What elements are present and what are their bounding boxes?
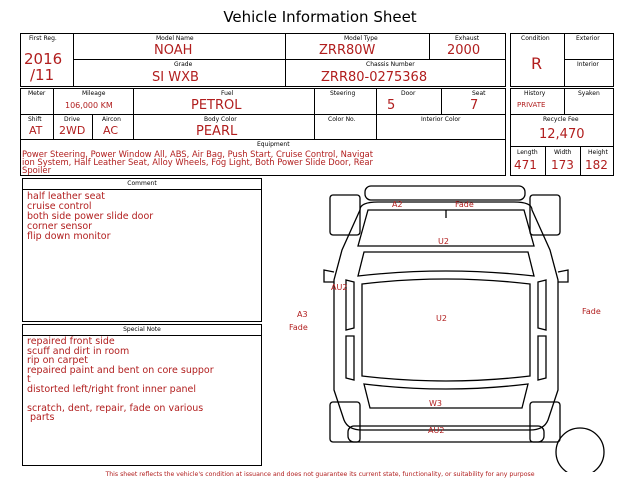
model-name-value: NOAH — [154, 43, 193, 58]
length-cell — [510, 146, 546, 176]
height-label: Height — [588, 149, 608, 156]
color-no-label: Color No. — [328, 116, 356, 123]
roof — [362, 279, 530, 381]
right-windows — [538, 280, 546, 380]
mark-au2-left: AU2 — [331, 283, 348, 292]
grade-label: Grade — [174, 61, 193, 68]
exterior-cell — [564, 33, 614, 60]
interior-color-label: Interior Color — [421, 116, 461, 123]
exterior-label: Exterior — [576, 35, 600, 42]
special-note-line: scratch, dent, repair, fade on various — [27, 402, 204, 414]
mileage-cell — [53, 88, 134, 115]
steering-label: Steering — [330, 90, 356, 97]
comment-line: cruise control — [27, 201, 92, 212]
special-note-line: parts — [27, 412, 55, 423]
comment-box — [22, 178, 262, 322]
mark-a2: A2 — [392, 200, 403, 209]
equipment-line-3: Spoiler — [22, 165, 52, 175]
history-label: History — [524, 90, 546, 97]
first-reg-label: First Reg. — [29, 35, 57, 42]
comment-line: flip down monitor — [27, 231, 111, 242]
seat-cell — [441, 88, 506, 115]
door-cell — [376, 88, 442, 115]
history-value: PRIVATE — [517, 101, 546, 109]
model-type-cell — [285, 33, 430, 60]
door-value: 5 — [387, 98, 396, 113]
special-note-line: repaired front side — [27, 336, 115, 347]
syaken-label: Syaken — [578, 90, 600, 97]
condition-sub — [510, 33, 565, 87]
width-cell — [545, 146, 581, 176]
fuel-value: PETROL — [191, 98, 242, 113]
aircon-cell — [92, 114, 134, 140]
equipment-line-2: ion System, Half Leather Seat, Alloy Wheels, Fog Light, Both Power Slide Door, Rear — [22, 157, 373, 167]
width-value: 173 — [551, 158, 574, 172]
comment-list — [27, 192, 153, 242]
wheel-rear-right — [530, 402, 560, 442]
car-diagram — [268, 180, 624, 472]
body-color-value: PEARL — [196, 124, 238, 139]
comment-header: Comment — [23, 180, 261, 190]
length-label: Length — [517, 149, 538, 156]
height-cell — [580, 146, 614, 176]
color-no-cell — [314, 114, 377, 140]
interior-color-cell — [376, 114, 506, 140]
history-cell — [510, 88, 565, 115]
mark-u2-mid: U2 — [436, 314, 447, 323]
drive-value: 2WD — [59, 124, 86, 137]
exhaust-label: Exhaust — [455, 35, 480, 42]
shift-value: AT — [29, 124, 43, 137]
model-type-label: Model Type — [344, 35, 378, 42]
meter-cell — [20, 88, 54, 115]
mirror-left — [324, 270, 334, 282]
mileage-value: 106,000 KM — [65, 101, 113, 110]
first-reg-cell — [20, 33, 74, 87]
chassis-cell — [285, 59, 506, 87]
fuel-label: Fuel — [221, 90, 234, 97]
special-note-line: t — [27, 374, 31, 385]
condition-value: R — [531, 54, 543, 73]
mark-w3: W3 — [429, 399, 442, 408]
grade-cell — [73, 59, 286, 87]
equipment-cell — [20, 139, 506, 176]
windshield — [358, 252, 534, 276]
special-note-header: Special Note — [23, 326, 261, 336]
seat-label: Seat — [472, 90, 486, 97]
mark-fade-left: Fade — [289, 323, 308, 332]
model-name-label: Model Name — [156, 35, 194, 42]
interior-cell — [564, 59, 614, 87]
special-note-line: rip on carpet — [27, 355, 88, 366]
model-type-value: ZRR80W — [319, 43, 376, 58]
mark-a3: A3 — [297, 310, 308, 319]
comment-line: corner sensor — [27, 221, 93, 232]
chassis-value: ZRR80-0275368 — [321, 70, 428, 85]
mark-fade-right: Fade — [582, 307, 601, 316]
comment-line: both side power slide door — [27, 211, 154, 222]
rear-window — [364, 384, 528, 408]
mirror-right — [558, 270, 568, 282]
meter-label: Meter — [28, 90, 46, 97]
recycle-fee-cell — [510, 114, 614, 147]
steering-cell — [314, 88, 377, 115]
special-note-list — [27, 337, 214, 423]
spare-tire — [556, 428, 604, 472]
grade-value: SI WXB — [152, 70, 199, 85]
width-label: Width — [554, 149, 572, 156]
special-note-line: scuff and dirt in room — [27, 345, 130, 357]
recycle-fee-label: Recycle Fee — [543, 116, 579, 123]
door-label: Door — [401, 90, 416, 97]
exhaust-cell — [429, 33, 506, 60]
special-note-box — [22, 324, 262, 466]
wheel-front-left — [330, 195, 360, 235]
length-value: 471 — [514, 158, 537, 172]
drive-label: Drive — [64, 116, 80, 123]
body-color-cell — [133, 114, 315, 140]
syaken-cell — [564, 88, 614, 115]
rear-bumper — [348, 426, 544, 442]
model-name-cell — [73, 33, 286, 60]
shift-cell — [20, 114, 54, 140]
mark-u2-top: U2 — [438, 237, 449, 246]
left-windows — [346, 280, 354, 380]
mark-au2-bottom: AU2 — [428, 426, 445, 435]
equipment-line-1: Power Steering, Power Window All, ABS, Air Bag, Push Start, Cruise Control, Navigat — [22, 149, 374, 159]
condition-label: Condition — [521, 35, 550, 42]
mark-fade-top: Fade — [455, 200, 474, 209]
seat-value: 7 — [470, 98, 479, 113]
interior-label: Interior — [577, 61, 599, 68]
front-bumper — [365, 186, 525, 200]
comment-line: half leather seat — [27, 191, 106, 202]
drive-cell — [53, 114, 93, 140]
sheet-title: Vehicle Information Sheet — [223, 8, 417, 26]
aircon-label: Aircon — [102, 116, 121, 123]
exhaust-value: 2000 — [447, 43, 481, 58]
mileage-label: Mileage — [82, 90, 106, 97]
special-note-line: distorted left/right front inner panel — [27, 383, 197, 395]
first-reg-month: /11 — [30, 66, 55, 84]
shift-label: Shift — [28, 116, 42, 123]
height-value: 182 — [585, 158, 608, 172]
aircon-value: AC — [103, 124, 119, 137]
chassis-label: Chassis Number — [366, 61, 415, 68]
footer-disclaimer: This sheet reflects the vehicle's condition at issuance and does not guarantee its current state, functionality, or suitability for any purpose — [105, 471, 535, 478]
equipment-label: Equipment — [257, 141, 290, 148]
recycle-fee-value: 12,470 — [539, 127, 585, 142]
body-color-label: Body Color — [204, 116, 237, 123]
first-reg-year: 2016 — [24, 50, 63, 68]
special-note-line: repaired paint and bent on core suppor — [27, 364, 214, 376]
fuel-cell — [133, 88, 315, 115]
